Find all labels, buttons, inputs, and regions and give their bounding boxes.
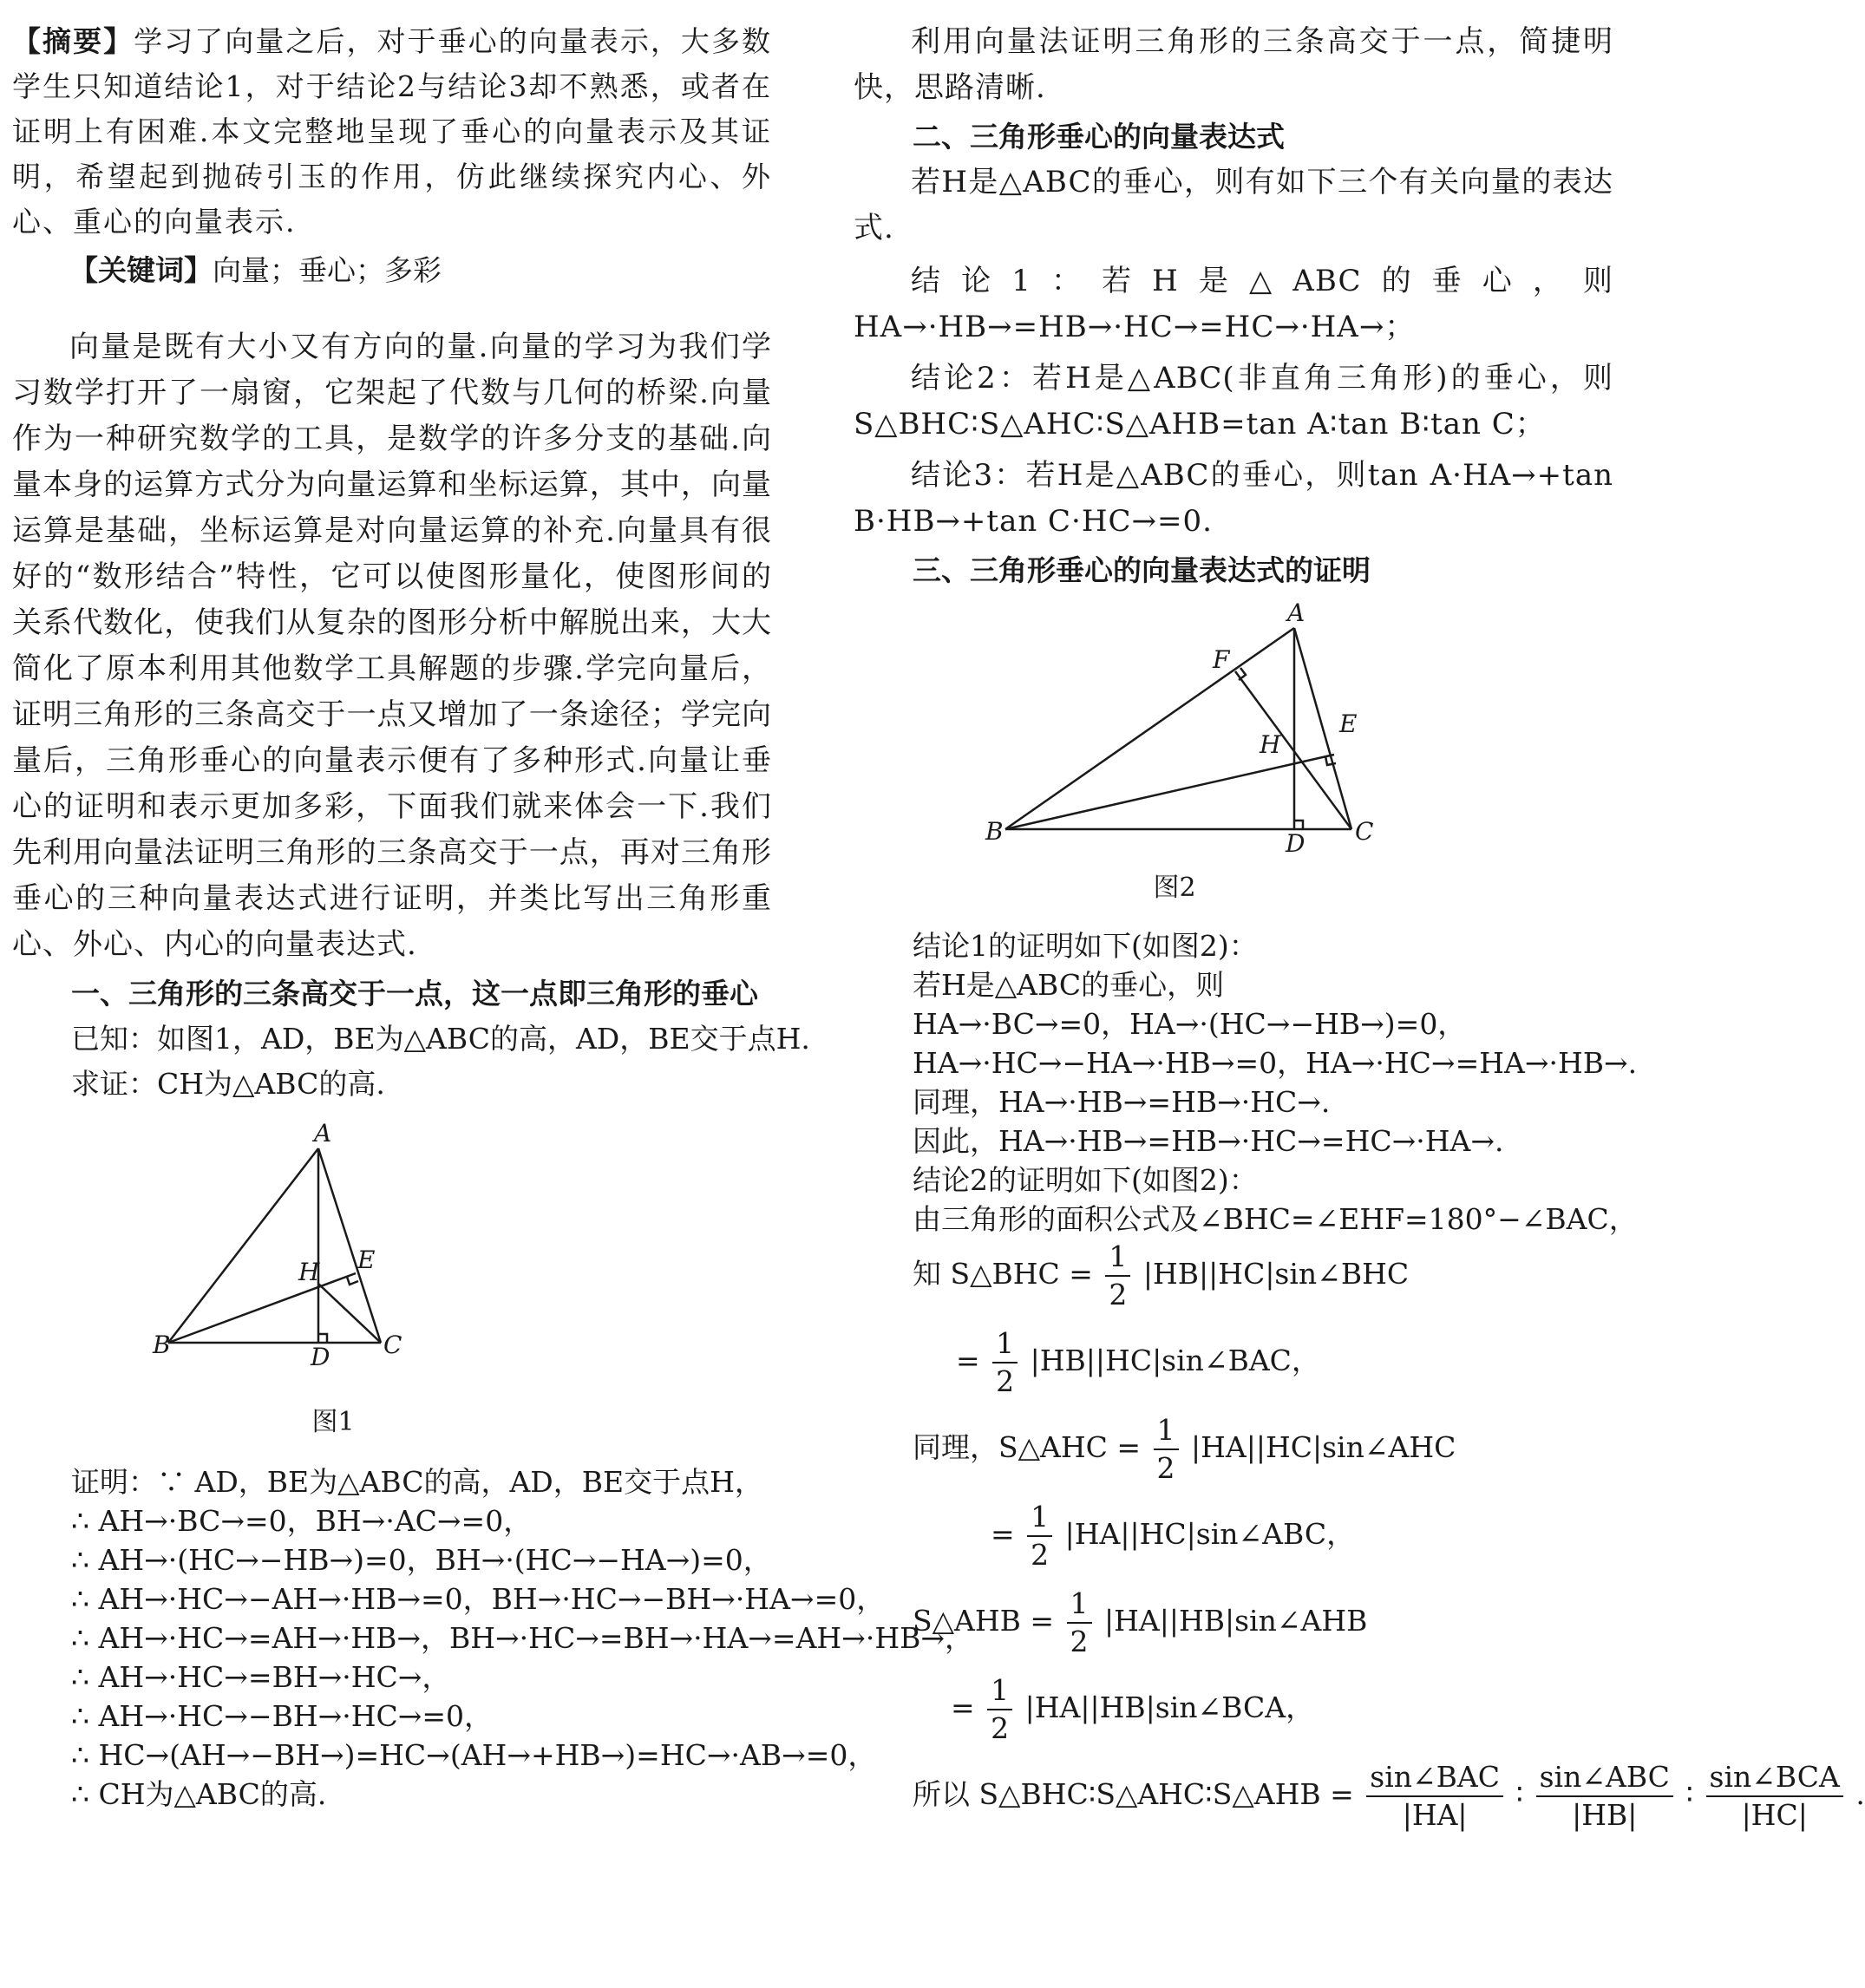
fraction [992, 1325, 1018, 1400]
keywords-text: 向量；垂心；多彩 [213, 253, 442, 287]
conclusion-1: 结论1：若H是△ABC的垂心，则HA→·HB→=HB→·HC→=HC→·HA→； [854, 264, 1613, 344]
fig1-label-c: C [383, 1331, 402, 1359]
fig2-label-d: D [1286, 829, 1306, 858]
fraction-numerator: 1 [992, 1325, 1018, 1363]
abstract [12, 19, 772, 245]
area-formula-line [913, 1586, 1613, 1672]
area-lhs: 知 S△BHC = [913, 1257, 1093, 1291]
ratio-lhs: 所以 S△BHC∶S△AHC∶S△AHB = [913, 1777, 1354, 1811]
proof1-line: HA→·BC→=0，HA→·(HC→−HB→)=0， [913, 1007, 1467, 1041]
fraction-numerator: 1 [1027, 1499, 1052, 1537]
fraction-numerator: 1 [987, 1672, 1012, 1710]
area-rhs: |HB||HC|sin∠BHC [1142, 1257, 1410, 1291]
area-formula-line [951, 1672, 1613, 1759]
abstract-text: 学习了向量之后，对于垂心的向量表示，大多数学生只知道结论1，对于结论2与结论3却不熟悉，或者在证明上有困难.本文完整地呈现了垂心的向量表示及其证明，希望起到抛砖引玉的作用，仿此继续探究内心、外心、重心的向量表示. [12, 24, 773, 239]
proof2-intro-line: 由三角形的面积公式及∠BHC=∠EHF=180°−∠BAC， [913, 1202, 1638, 1236]
fraction-numerator: 1 [1154, 1412, 1179, 1450]
keywords [69, 248, 772, 293]
given-line: 已知：如图1，AD，BE为△ABC的高，AD，BE交于点H. [71, 1022, 810, 1056]
fig1-label-b: B [153, 1331, 171, 1359]
figure-1-diagram [12, 1107, 772, 1393]
figure-1-caption: 图1 [311, 1407, 355, 1437]
area-rhs: |HA||HB|sin∠AHB [1104, 1604, 1368, 1638]
intro-continuation: 利用向量法证明三角形的三条高交于一点，简捷明快，思路清晰. [854, 24, 1613, 105]
section2-text: 若H是△ABC的垂心，则有如下三个有关向量的表达式. [854, 165, 1613, 245]
fig2-label-c: C [1355, 817, 1374, 846]
fraction-denominator: |HC| [1741, 1798, 1808, 1832]
section1-heading: 一、三角形的三条高交于一点，这一点即三角形的垂心 [71, 977, 758, 1010]
fraction-denominator: 2 [1156, 1451, 1175, 1485]
area-rhs: |HA||HC|sin∠AHC [1191, 1430, 1456, 1464]
fraction [1105, 1239, 1130, 1313]
proof-line: ∴ AH→·BC→=0，BH→·AC→=0， [71, 1504, 533, 1538]
fraction-denominator: 2 [991, 1711, 1010, 1745]
area-rhs: |HB||HC|sin∠BAC， [1030, 1344, 1320, 1377]
section3-heading: 三、三角形垂心的向量表达式的证明 [913, 553, 1371, 587]
figure-1 [12, 1107, 772, 1438]
area-formula-line [991, 1499, 1613, 1586]
area-lhs: = [991, 1517, 1015, 1551]
proof-block [12, 1462, 973, 1814]
fig2-label-h: H [1260, 730, 1281, 759]
area-formula-line [956, 1325, 1613, 1412]
proof1-line: HA→·HC→−HA→·HB→=0，HA→·HC→=HA→·HB→. [913, 1046, 1638, 1080]
left-column [12, 0, 973, 1814]
proof2-intro-line: 结论2的证明如下(如图2)： [913, 1163, 1258, 1197]
fraction-numerator: sin∠ABC [1536, 1759, 1673, 1797]
conclusion-2: 结论2：若H是△ABC(非直角三角形)的垂心，则S△BHC∶S△AHC∶S△AHB=tan A∶tan B∶tan C； [854, 361, 1613, 441]
area-lhs: 同理，S△AHC = [913, 1430, 1141, 1464]
proof-1-block [854, 926, 1638, 1239]
proof-line: ∴ AH→·HC→−BH→·HC→=0， [71, 1699, 494, 1733]
fig2-label-a: A [1287, 598, 1306, 627]
fraction-denominator: |HB| [1572, 1798, 1638, 1832]
area-formula-line [913, 1412, 1613, 1499]
intro-paragraph: 向量是既有大小又有方向的量.向量的学习为我们学习数学打开了一扇窗，它架起了代数与几何的桥梁.向量作为一种研究数学的工具，是数学的许多分支的基础.向量本身的运算方式分为向量运算和坐标运算，其中，向量运算是基础，坐标运算是对向量运算的补充.向量具有很好的“数形结合”特性，它可以使图形量化，使图形间的关系代数化，使我们从复杂的图形分析中解脱出来，大大简化了原本利用其他数学工具解题的步骤.学完向量后，证明三角形的三条高交于一点又增加了一条途径；学完向量后，三角形垂心的向量表示便有了多种形式.向量让垂心的证明和表示更加多彩，下面我们就来体会一下.我们先利用向量法证明三角形的三条高交于一点，再对三角形垂心的三种向量表达式进行证明，并类比写出三角形重心、外心、内心的向量表达式. [12, 330, 772, 962]
fraction [1706, 1759, 1843, 1834]
fraction [1536, 1759, 1673, 1834]
ratio-separator: ∶ [1515, 1777, 1524, 1811]
fraction [1027, 1499, 1052, 1573]
prove-line: 求证：CH为△ABC的高. [71, 1067, 385, 1101]
area-formulas [854, 1239, 1865, 1846]
fraction-denominator: 2 [1070, 1625, 1089, 1658]
figure-2-diagram [854, 593, 1613, 858]
proof-line: ∴ HC→(AH→−BH→)=HC→(AH→+HB→)=HC→·AB→=0， [71, 1738, 877, 1772]
area-rhs: |HA||HC|sin∠ABC， [1064, 1517, 1356, 1551]
fraction [1067, 1586, 1092, 1660]
fraction-denominator: 2 [996, 1364, 1015, 1398]
fig1-label-e: E [357, 1246, 376, 1274]
fraction-numerator: sin∠BCA [1706, 1759, 1843, 1797]
figure-2 [854, 593, 1613, 904]
fraction-denominator: 2 [1109, 1278, 1128, 1311]
proof-line: ∴ AH→·(HC→−HB→)=0，BH→·(HC→−HA→)=0， [71, 1543, 772, 1577]
area-rhs: |HA||HB|sin∠BCA， [1024, 1690, 1315, 1724]
ratio-end: . [1855, 1777, 1865, 1811]
fig1-label-d: D [311, 1343, 330, 1371]
proof1-line: 结论1的证明如下(如图2)： [913, 929, 1258, 963]
ratio-final-line [913, 1759, 1865, 1846]
fig1-label-a: A [314, 1119, 332, 1148]
fig2-label-b: B [985, 817, 1004, 846]
proof-line: ∴ CH为△ABC的高. [71, 1777, 327, 1811]
area-formula-line [913, 1239, 1613, 1325]
proof-line: ∴ AH→·HC→=AH→·HB→，BH→·HC→=BH→·HA→=AH→·HB→， [71, 1621, 973, 1655]
area-lhs: S△AHB = [913, 1604, 1054, 1638]
section2-heading: 二、三角形垂心的向量表达式 [913, 120, 1285, 154]
proof1-line: 因此，HA→·HB→=HB→·HC→=HC→·HA→. [913, 1124, 1504, 1158]
fraction-numerator: 1 [1067, 1586, 1092, 1624]
fraction [1154, 1412, 1179, 1487]
fig2-label-e: E [1339, 710, 1358, 738]
right-column [854, 0, 1865, 1846]
fraction-numerator: 1 [1105, 1239, 1130, 1277]
fraction-denominator: |HA| [1402, 1798, 1468, 1832]
area-lhs: = [951, 1690, 975, 1724]
fraction-numerator: sin∠BAC [1366, 1759, 1503, 1797]
fig1-label-h: H [298, 1258, 320, 1286]
abstract-tag: 【摘要】 [12, 24, 134, 58]
proof1-line: 若H是△ABC的垂心，则 [913, 968, 1225, 1002]
ratio-separator: ∶ [1685, 1777, 1694, 1811]
proof1-line: 同理，HA→·HB→=HB→·HC→. [913, 1085, 1331, 1119]
conclusion-3: 结论3：若H是△ABC的垂心，则tan A·HA→+tan B·HB→+tan C·HC→=0. [854, 458, 1613, 539]
proof-line: ∴ AH→·HC→−AH→·HB→=0，BH→·HC→−BH→·HA→=0， [71, 1582, 886, 1616]
keywords-tag: 【关键词】 [69, 253, 213, 287]
fraction-denominator: 2 [1031, 1538, 1050, 1572]
fig2-label-f: F [1213, 645, 1230, 674]
proof-line: ∴ AH→·HC→=BH→·HC→， [71, 1660, 451, 1694]
fraction [987, 1672, 1012, 1747]
fraction [1366, 1759, 1503, 1834]
figure-2-caption: 图2 [1153, 873, 1196, 903]
area-lhs: = [956, 1344, 980, 1377]
proof-line: 证明：∵ AD，BE为△ABC的高，AD，BE交于点H， [71, 1465, 763, 1499]
